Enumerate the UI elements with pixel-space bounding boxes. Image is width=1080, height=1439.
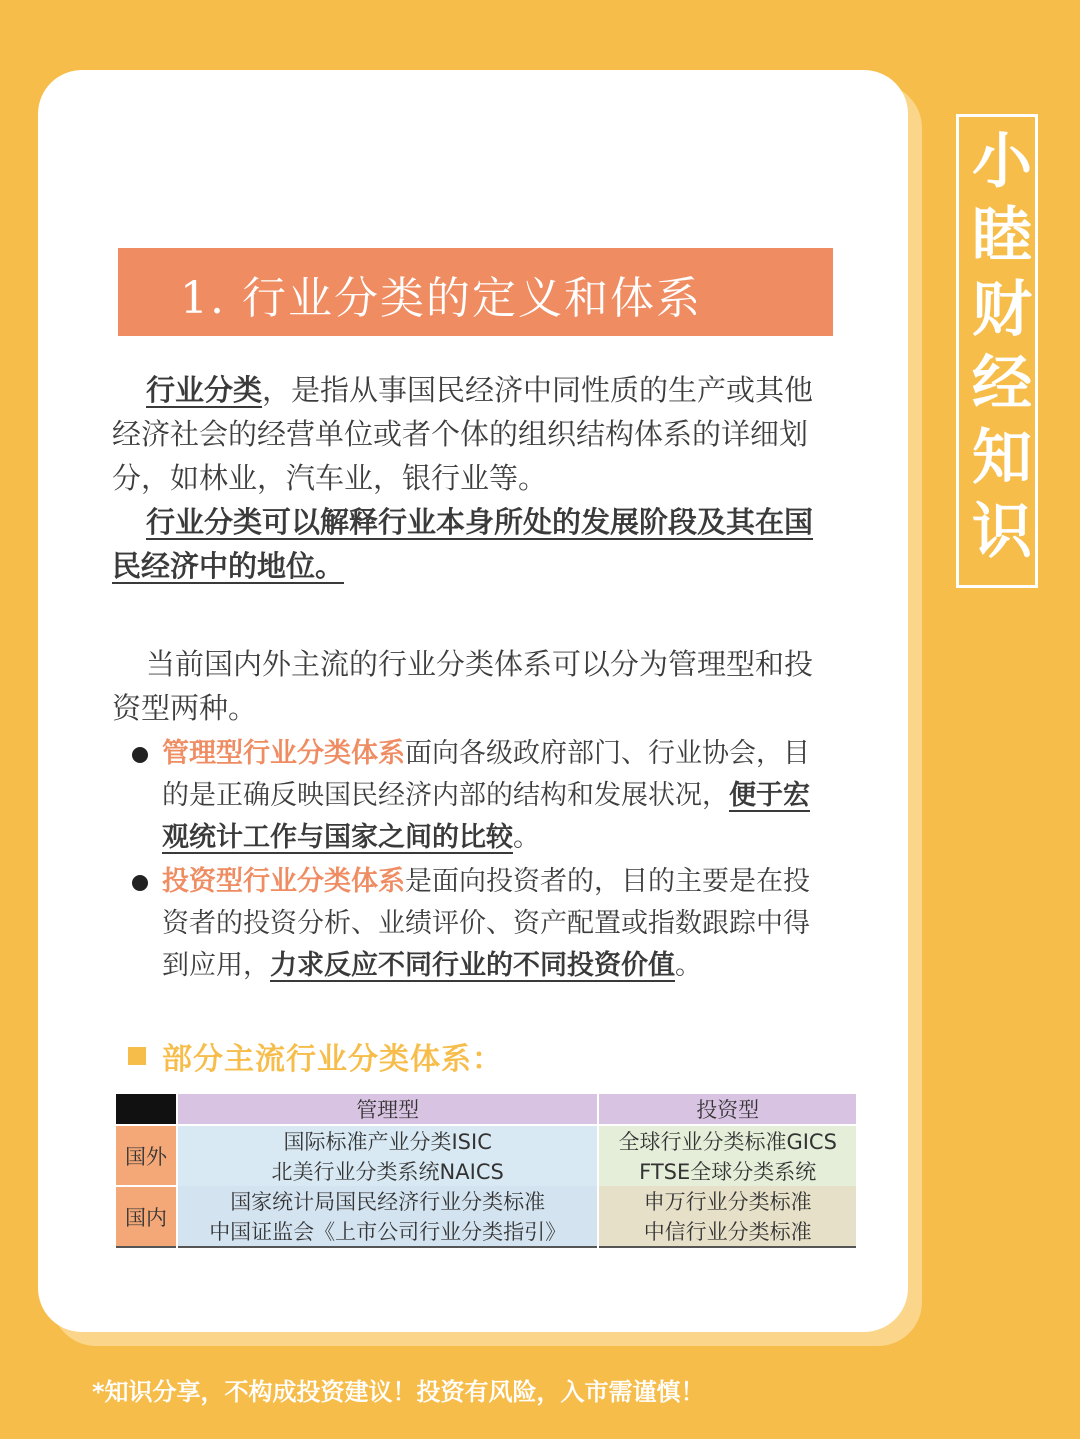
table-row xyxy=(115,1216,856,1247)
table-region-foreign: 国外 xyxy=(115,1125,177,1186)
table-cell: 中国证监会《上市公司行业分类指引》 xyxy=(177,1216,598,1247)
definition-text: ，是指从事国民经济中同性质的生产或其他经济社会的经营单位或者个体的组织结构体系的详细划分，如林业，汽车业，银行业等。 xyxy=(112,373,814,495)
banner-title: 1. 行业分类的定义和体系 xyxy=(180,273,702,324)
brand-vertical-title xyxy=(956,114,1038,588)
table-corner-cell xyxy=(115,1094,177,1125)
bullet-text: 是面向投资者的，目的主要是在投资者的投资分析、业绩评价、资产配置或指数跟踪中得到应用， xyxy=(162,866,810,981)
bullet-dot-icon xyxy=(132,875,148,891)
intro-paragraph xyxy=(112,642,822,730)
bullet-item-management xyxy=(130,733,830,859)
bullet-item-investment xyxy=(130,861,830,987)
table-cell: 北美行业分类系统NAICS xyxy=(177,1156,598,1186)
classification-table xyxy=(114,1094,856,1248)
section-heading-text: 部分主流行业分类体系： xyxy=(162,1042,503,1077)
table-cell: 全球行业分类标准GICS xyxy=(598,1125,856,1156)
bullet-emphasis: 便于宏观统计工作与国家之间的比较 xyxy=(162,780,810,853)
table-header-row xyxy=(115,1094,856,1125)
table-row xyxy=(115,1186,856,1216)
footer-disclaimer: *知识分享，不构成投资建议！投资有风险，入市需谨慎！ xyxy=(92,1378,705,1406)
square-bullet-icon xyxy=(128,1047,146,1065)
bullet-emphasis: 力求反应不同行业的不同投资价值 xyxy=(270,950,675,981)
table-cell: 国际标准产业分类ISIC xyxy=(177,1125,598,1156)
section-heading xyxy=(128,1034,503,1078)
bullet-highlight: 投资型行业分类体系 xyxy=(162,866,405,897)
bullet-end: 。 xyxy=(513,822,540,853)
definition-term: 行业分类 xyxy=(146,373,263,407)
table-header-management: 管理型 xyxy=(177,1094,598,1125)
table-row xyxy=(115,1156,856,1186)
table-cell: FTSE全球分类系统 xyxy=(598,1156,856,1186)
bullet-highlight: 管理型行业分类体系 xyxy=(162,738,405,769)
definition-emphasis: 行业分类可以解释行业本身所处的发展阶段及其在国民经济中的地位。 xyxy=(112,505,814,583)
definition-paragraph xyxy=(112,368,822,588)
table-cell: 国家统计局国民经济行业分类标准 xyxy=(177,1186,598,1216)
table-row xyxy=(115,1125,856,1156)
table-region-domestic: 国内 xyxy=(115,1186,177,1247)
table-header-investment: 投资型 xyxy=(598,1094,856,1125)
intro-text: 当前国内外主流的行业分类体系可以分为管理型和投资型两种。 xyxy=(112,647,814,725)
table-cell: 中信行业分类标准 xyxy=(598,1216,856,1247)
bullet-end: 。 xyxy=(675,950,702,981)
bullet-text: 面向各级政府部门、行业协会，目的是正确反映国民经济内部的结构和发展状况， xyxy=(162,738,810,811)
bullet-dot-icon xyxy=(132,747,148,763)
classification-bullets xyxy=(130,733,830,987)
table-cell: 申万行业分类标准 xyxy=(598,1186,856,1216)
section-banner xyxy=(118,248,833,336)
brand-title-text: 小睦财经知识 xyxy=(962,129,1032,573)
